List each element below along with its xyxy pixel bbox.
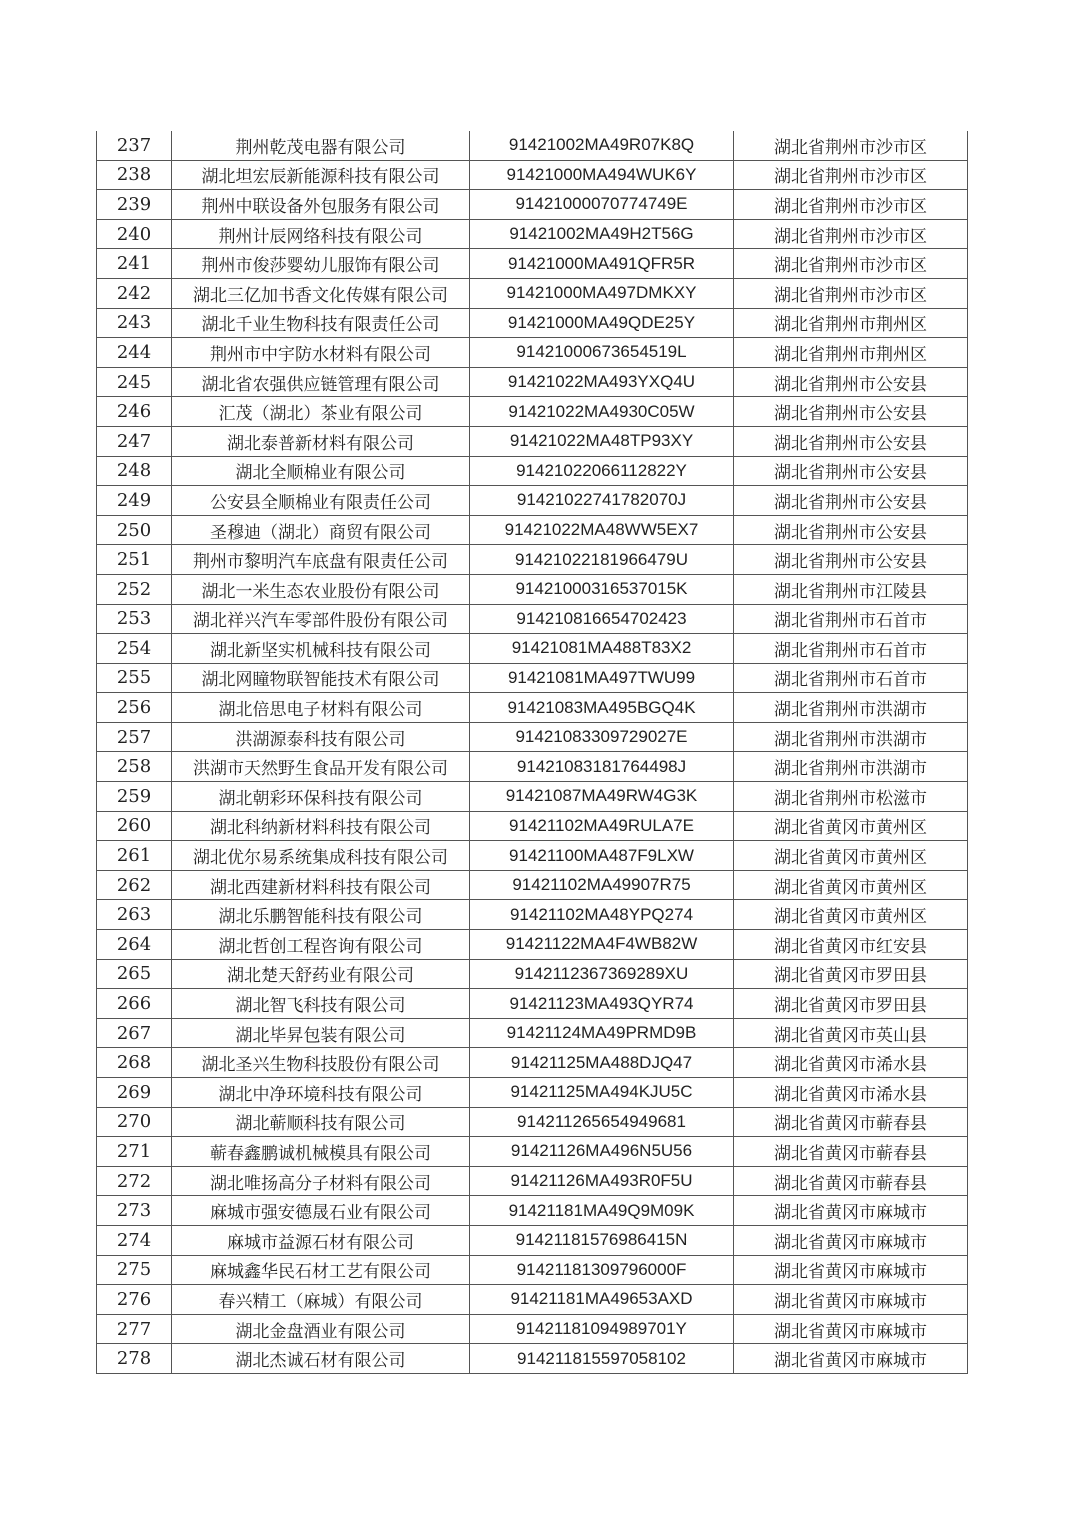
company-name-cell: 荆州中联设备外包服务有限公司 — [172, 190, 470, 220]
company-name-cell: 湖北网瞳物联智能技术有限公司 — [172, 663, 470, 693]
credit-code-cell: 91421083MA495BGQ4K — [470, 693, 734, 723]
table-row — [97, 1314, 968, 1344]
credit-code-cell: 91421125MA488DJQ47 — [470, 1048, 734, 1078]
company-name-cell: 公安县全顺棉业有限责任公司 — [172, 486, 470, 516]
credit-code-cell: 91421000MA494WUK6Y — [470, 160, 734, 190]
location-cell: 湖北省黄冈市罗田县 — [734, 959, 968, 989]
table-row — [97, 1048, 968, 1078]
row-number-cell: 238 — [97, 160, 172, 190]
credit-code-cell: 91421002MA49H2T56G — [470, 219, 734, 249]
location-cell: 湖北省黄冈市麻城市 — [734, 1285, 968, 1315]
location-cell: 湖北省荆州市石首市 — [734, 663, 968, 693]
company-name-cell: 湖北楚天舒药业有限公司 — [172, 959, 470, 989]
company-name-cell: 湖北一米生态农业股份有限公司 — [172, 574, 470, 604]
row-number-cell: 273 — [97, 1196, 172, 1226]
company-name-cell: 湖北毕昇包装有限公司 — [172, 1018, 470, 1048]
location-cell: 湖北省黄冈市麻城市 — [734, 1314, 968, 1344]
row-number-cell: 259 — [97, 782, 172, 812]
table-row — [97, 811, 968, 841]
location-cell: 湖北省荆州市沙市区 — [734, 131, 968, 160]
row-number-cell: 257 — [97, 722, 172, 752]
location-cell: 湖北省黄冈市麻城市 — [734, 1255, 968, 1285]
company-name-cell: 湖北唯扬高分子材料有限公司 — [172, 1166, 470, 1196]
row-number-cell: 255 — [97, 663, 172, 693]
credit-code-cell: 91421181309796000F — [470, 1255, 734, 1285]
row-number-cell: 250 — [97, 515, 172, 545]
row-number-cell: 264 — [97, 930, 172, 960]
row-number-cell: 261 — [97, 841, 172, 871]
table-row — [97, 1078, 968, 1108]
table-row — [97, 722, 968, 752]
company-name-cell: 湖北全顺棉业有限公司 — [172, 456, 470, 486]
credit-code-cell: 91421022MA48WW5EX7 — [470, 515, 734, 545]
credit-code-cell: 91421081MA497TWU99 — [470, 663, 734, 693]
credit-code-cell: 91421087MA49RW4G3K — [470, 782, 734, 812]
company-name-cell: 荆州计辰网络科技有限公司 — [172, 219, 470, 249]
credit-code-cell: 9142112367369289XU — [470, 959, 734, 989]
location-cell: 湖北省荆州市公安县 — [734, 456, 968, 486]
location-cell: 湖北省荆州市公安县 — [734, 367, 968, 397]
row-number-cell: 237 — [97, 131, 172, 160]
table-row — [97, 1018, 968, 1048]
credit-code-cell: 91421000MA49QDE25Y — [470, 308, 734, 338]
credit-code-cell: 91421022066112822Y — [470, 456, 734, 486]
table-row — [97, 278, 968, 308]
company-name-cell: 湖北倍思电子材料有限公司 — [172, 693, 470, 723]
row-number-cell: 246 — [97, 397, 172, 427]
table-row — [97, 693, 968, 723]
location-cell: 湖北省黄冈市英山县 — [734, 1018, 968, 1048]
row-number-cell: 260 — [97, 811, 172, 841]
credit-code-cell: 91421181094989701Y — [470, 1314, 734, 1344]
company-name-cell: 荆州市俊莎婴幼儿服饰有限公司 — [172, 249, 470, 279]
company-name-cell: 湖北三亿加书香文化传媒有限公司 — [172, 278, 470, 308]
location-cell: 湖北省荆州市沙市区 — [734, 190, 968, 220]
location-cell: 湖北省荆州市公安县 — [734, 486, 968, 516]
company-name-cell: 湖北哲创工程咨询有限公司 — [172, 930, 470, 960]
location-cell: 湖北省黄冈市黄州区 — [734, 900, 968, 930]
credit-code-cell: 91421125MA494KJU5C — [470, 1078, 734, 1108]
row-number-cell: 266 — [97, 989, 172, 1019]
location-cell: 湖北省黄冈市麻城市 — [734, 1196, 968, 1226]
row-number-cell: 240 — [97, 219, 172, 249]
location-cell: 湖北省荆州市公安县 — [734, 515, 968, 545]
location-cell: 湖北省荆州市洪湖市 — [734, 752, 968, 782]
company-table — [96, 131, 968, 1374]
location-cell: 湖北省荆州市荆州区 — [734, 308, 968, 338]
credit-code-cell: 91421126MA496N5U56 — [470, 1137, 734, 1167]
table-row — [97, 1285, 968, 1315]
location-cell: 湖北省荆州市洪湖市 — [734, 722, 968, 752]
credit-code-cell: 91421083181764498J — [470, 752, 734, 782]
location-cell: 湖北省黄冈市蕲春县 — [734, 1137, 968, 1167]
credit-code-cell: 91421102MA49RULA7E — [470, 811, 734, 841]
table-row — [97, 219, 968, 249]
location-cell: 湖北省黄冈市浠水县 — [734, 1078, 968, 1108]
table-row — [97, 870, 968, 900]
table-row — [97, 1255, 968, 1285]
credit-code-cell: 91421022MA4930C05W — [470, 397, 734, 427]
row-number-cell: 276 — [97, 1285, 172, 1315]
table-row — [97, 338, 968, 368]
table-row — [97, 190, 968, 220]
credit-code-cell: 914211265654949681 — [470, 1107, 734, 1137]
table-row — [97, 1225, 968, 1255]
location-cell: 湖北省荆州市沙市区 — [734, 278, 968, 308]
company-name-cell: 荆州市中宇防水材料有限公司 — [172, 338, 470, 368]
row-number-cell: 254 — [97, 634, 172, 664]
table-row — [97, 1107, 968, 1137]
credit-code-cell: 91421123MA493QYR74 — [470, 989, 734, 1019]
location-cell: 湖北省荆州市石首市 — [734, 604, 968, 634]
location-cell: 湖北省黄冈市罗田县 — [734, 989, 968, 1019]
table-row — [97, 397, 968, 427]
table-row — [97, 900, 968, 930]
table-row — [97, 515, 968, 545]
company-name-cell: 湖北优尔易系统集成科技有限公司 — [172, 841, 470, 871]
credit-code-cell: 91421122MA4F4WB82W — [470, 930, 734, 960]
table-row — [97, 959, 968, 989]
company-name-cell: 荆州市黎明汽车底盘有限责任公司 — [172, 545, 470, 575]
credit-code-cell: 91421083309729027E — [470, 722, 734, 752]
company-name-cell: 湖北千业生物科技有限责任公司 — [172, 308, 470, 338]
company-name-cell: 湖北祥兴汽车零部件股份有限公司 — [172, 604, 470, 634]
table-row — [97, 367, 968, 397]
company-name-cell: 麻城市益源石材有限公司 — [172, 1225, 470, 1255]
row-number-cell: 252 — [97, 574, 172, 604]
credit-code-cell: 91421022MA48TP93XY — [470, 426, 734, 456]
location-cell: 湖北省荆州市石首市 — [734, 634, 968, 664]
table-row — [97, 634, 968, 664]
company-name-cell: 洪湖市天然野生食品开发有限公司 — [172, 752, 470, 782]
table-row — [97, 1344, 968, 1374]
location-cell: 湖北省黄冈市黄州区 — [734, 841, 968, 871]
table-row — [97, 752, 968, 782]
location-cell: 湖北省荆州市江陵县 — [734, 574, 968, 604]
company-name-cell: 湖北科纳新材料科技有限公司 — [172, 811, 470, 841]
row-number-cell: 269 — [97, 1078, 172, 1108]
credit-code-cell: 91421000MA497DMKXY — [470, 278, 734, 308]
credit-code-cell: 91421100MA487F9LXW — [470, 841, 734, 871]
company-name-cell: 湖北朝彩环保科技有限公司 — [172, 782, 470, 812]
table-row — [97, 989, 968, 1019]
table-row — [97, 574, 968, 604]
table-row — [97, 930, 968, 960]
row-number-cell: 248 — [97, 456, 172, 486]
credit-code-cell: 91421000673654519L — [470, 338, 734, 368]
location-cell: 湖北省荆州市公安县 — [734, 397, 968, 427]
credit-code-cell: 91421002MA49R07K8Q — [470, 131, 734, 160]
company-name-cell: 湖北坦宏辰新能源科技有限公司 — [172, 160, 470, 190]
row-number-cell: 247 — [97, 426, 172, 456]
company-name-cell: 湖北西建新材料科技有限公司 — [172, 870, 470, 900]
credit-code-cell: 914211815597058102 — [470, 1344, 734, 1374]
location-cell: 湖北省荆州市洪湖市 — [734, 693, 968, 723]
location-cell: 湖北省黄冈市浠水县 — [734, 1048, 968, 1078]
location-cell: 湖北省黄冈市黄州区 — [734, 870, 968, 900]
company-name-cell: 春兴精工（麻城）有限公司 — [172, 1285, 470, 1315]
table-row — [97, 782, 968, 812]
row-number-cell: 270 — [97, 1107, 172, 1137]
company-name-cell: 麻城鑫华民石材工艺有限公司 — [172, 1255, 470, 1285]
credit-code-cell: 91421000MA491QFR5R — [470, 249, 734, 279]
company-name-cell: 湖北中净环境科技有限公司 — [172, 1078, 470, 1108]
credit-code-cell: 91421124MA49PRMD9B — [470, 1018, 734, 1048]
company-name-cell: 圣穆迪（湖北）商贸有限公司 — [172, 515, 470, 545]
table-row — [97, 663, 968, 693]
credit-code-cell: 91421181576986415N — [470, 1225, 734, 1255]
company-name-cell: 湖北智飞科技有限公司 — [172, 989, 470, 1019]
row-number-cell: 242 — [97, 278, 172, 308]
row-number-cell: 277 — [97, 1314, 172, 1344]
location-cell: 湖北省黄冈市蕲春县 — [734, 1107, 968, 1137]
row-number-cell: 244 — [97, 338, 172, 368]
location-cell: 湖北省荆州市公安县 — [734, 545, 968, 575]
table-row — [97, 131, 968, 160]
row-number-cell: 275 — [97, 1255, 172, 1285]
credit-code-cell: 91421022741782070J — [470, 486, 734, 516]
row-number-cell: 272 — [97, 1166, 172, 1196]
table-row — [97, 249, 968, 279]
table-row — [97, 456, 968, 486]
credit-code-cell: 91421000316537015K — [470, 574, 734, 604]
credit-code-cell: 91421181MA49653AXD — [470, 1285, 734, 1315]
credit-code-cell: 91421022181966479U — [470, 545, 734, 575]
credit-code-cell: 91421022MA493YXQ4U — [470, 367, 734, 397]
company-name-cell: 湖北乐鹏智能科技有限公司 — [172, 900, 470, 930]
location-cell: 湖北省黄冈市蕲春县 — [734, 1166, 968, 1196]
credit-code-cell: 91421081MA488T83X2 — [470, 634, 734, 664]
company-name-cell: 麻城市强安德晟石业有限公司 — [172, 1196, 470, 1226]
location-cell: 湖北省荆州市公安县 — [734, 426, 968, 456]
table-row — [97, 604, 968, 634]
credit-code-cell: 91421102MA48YPQ274 — [470, 900, 734, 930]
row-number-cell: 251 — [97, 545, 172, 575]
row-number-cell: 249 — [97, 486, 172, 516]
row-number-cell: 274 — [97, 1225, 172, 1255]
company-name-cell: 湖北金盘酒业有限公司 — [172, 1314, 470, 1344]
company-name-cell: 湖北圣兴生物科技股份有限公司 — [172, 1048, 470, 1078]
row-number-cell: 253 — [97, 604, 172, 634]
table-row — [97, 160, 968, 190]
credit-code-cell: 91421126MA493R0F5U — [470, 1166, 734, 1196]
row-number-cell: 256 — [97, 693, 172, 723]
row-number-cell: 265 — [97, 959, 172, 989]
company-name-cell: 汇茂（湖北）茶业有限公司 — [172, 397, 470, 427]
company-name-cell: 荆州乾茂电器有限公司 — [172, 131, 470, 160]
row-number-cell: 263 — [97, 900, 172, 930]
table-row — [97, 486, 968, 516]
row-number-cell: 271 — [97, 1137, 172, 1167]
location-cell: 湖北省黄冈市麻城市 — [734, 1344, 968, 1374]
credit-code-cell: 914210816654702423 — [470, 604, 734, 634]
location-cell: 湖北省荆州市沙市区 — [734, 249, 968, 279]
location-cell: 湖北省荆州市沙市区 — [734, 160, 968, 190]
table-row — [97, 426, 968, 456]
credit-code-cell: 91421000070774749E — [470, 190, 734, 220]
table-row — [97, 1196, 968, 1226]
company-name-cell: 湖北省农强供应链管理有限公司 — [172, 367, 470, 397]
row-number-cell: 268 — [97, 1048, 172, 1078]
location-cell: 湖北省黄冈市黄州区 — [734, 811, 968, 841]
table-row — [97, 841, 968, 871]
credit-code-cell: 91421181MA49Q9M09K — [470, 1196, 734, 1226]
company-name-cell: 洪湖源泰科技有限公司 — [172, 722, 470, 752]
location-cell: 湖北省荆州市松滋市 — [734, 782, 968, 812]
row-number-cell: 278 — [97, 1344, 172, 1374]
credit-code-cell: 91421102MA49907R75 — [470, 870, 734, 900]
table-body — [97, 131, 968, 1373]
company-name-cell: 湖北新坚实机械科技有限公司 — [172, 634, 470, 664]
company-name-cell: 湖北杰诚石材有限公司 — [172, 1344, 470, 1374]
row-number-cell: 267 — [97, 1018, 172, 1048]
company-name-cell: 湖北蕲顺科技有限公司 — [172, 1107, 470, 1137]
company-name-cell: 蕲春鑫鹏诚机械模具有限公司 — [172, 1137, 470, 1167]
table-row — [97, 1166, 968, 1196]
company-name-cell: 湖北泰普新材料有限公司 — [172, 426, 470, 456]
row-number-cell: 262 — [97, 870, 172, 900]
location-cell: 湖北省荆州市沙市区 — [734, 219, 968, 249]
location-cell: 湖北省黄冈市麻城市 — [734, 1225, 968, 1255]
row-number-cell: 239 — [97, 190, 172, 220]
table-row — [97, 545, 968, 575]
location-cell: 湖北省黄冈市红安县 — [734, 930, 968, 960]
row-number-cell: 241 — [97, 249, 172, 279]
row-number-cell: 258 — [97, 752, 172, 782]
table-row — [97, 308, 968, 338]
table-row — [97, 1137, 968, 1167]
row-number-cell: 243 — [97, 308, 172, 338]
location-cell: 湖北省荆州市荆州区 — [734, 338, 968, 368]
row-number-cell: 245 — [97, 367, 172, 397]
